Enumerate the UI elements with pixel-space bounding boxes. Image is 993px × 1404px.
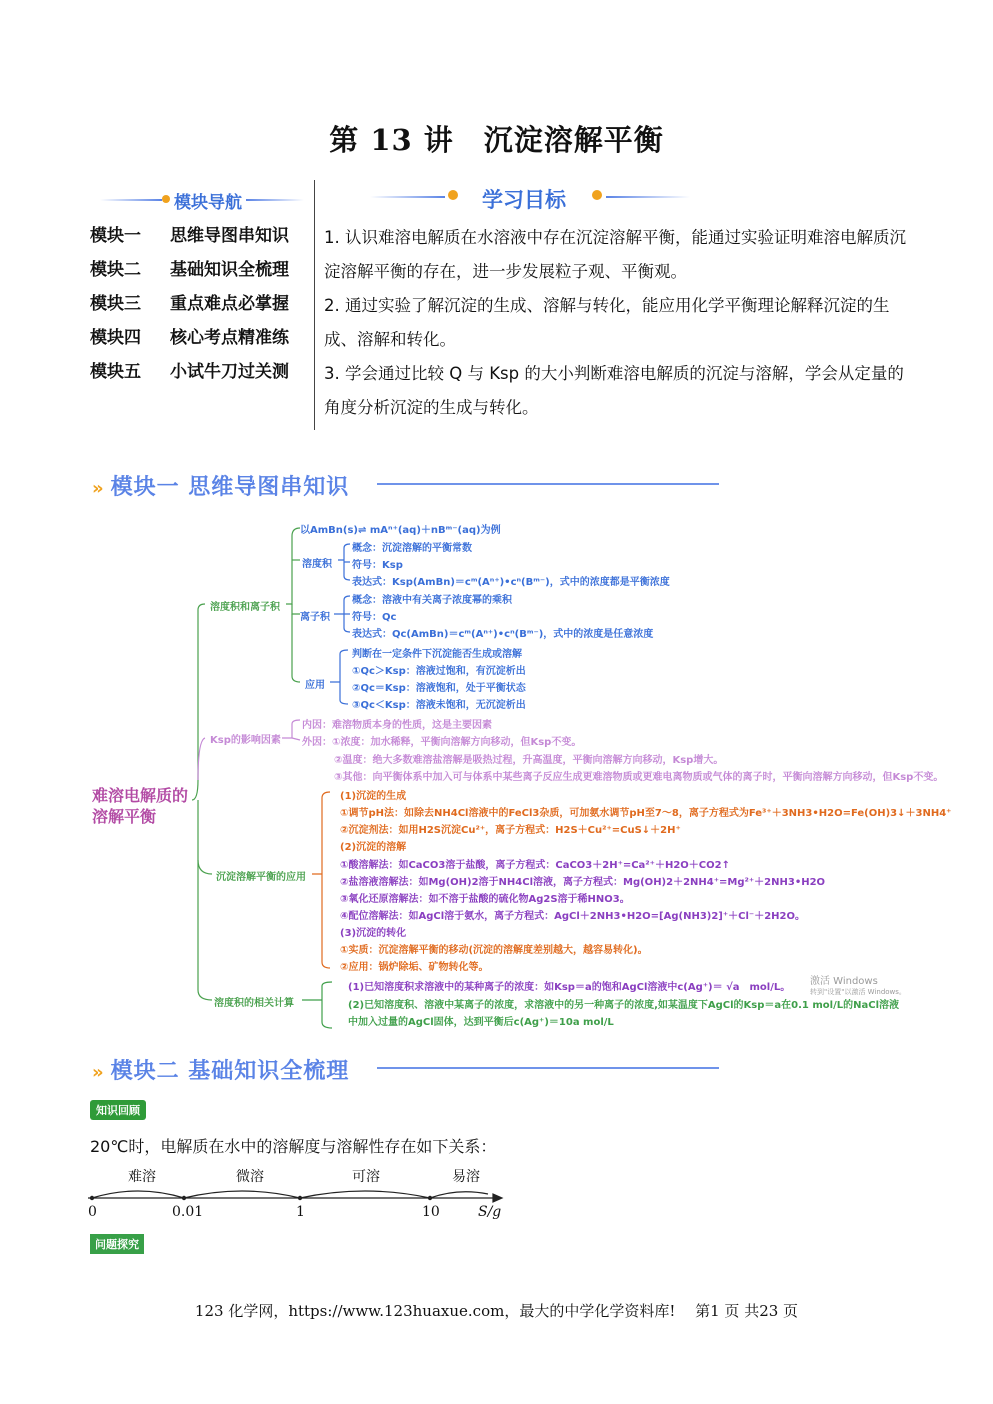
nav-item-1[interactable]: 模块一 思维导图串知识 (90, 226, 289, 246)
mindmap-branch-factors: Ksp的影响因素 (210, 735, 281, 746)
apply-line: ①调节pH法：如除去NH4Cl溶液中的FeCl3杂质，可加氨水调节pH至7～8，离子方程式为Fe³⁺＋3NH3•H2O=Fe(OH)3↓＋3NH4⁺ (340, 808, 952, 819)
scale-label-insoluble: 难溶 (128, 1169, 156, 1185)
qc-line: 概念：溶液中有关离子浓度幂的乘积 (352, 595, 512, 606)
nav-item-5[interactable]: 模块五 小试牛刀过关测 (90, 362, 289, 382)
scale-label-soluble: 可溶 (352, 1169, 380, 1185)
apply-line: ②沉淀剂法：如用H2S沉淀Cu²⁺，离子方程式：H2S＋Cu²⁺=CuS↓＋2H⁺ (340, 825, 681, 836)
mindmap-sub-app: 应用 (305, 680, 325, 691)
ksp-line: 表达式：Ksp(AmBn)＝cᵐ(Aⁿ⁺)•cⁿ(Bᵐ⁻)，式中的浓度都是平衡浓度 (352, 577, 670, 588)
page-footer: 123 化学网，https://www.123huaxue.com，最大的中学化学资料库! 第1 页 共23 页 (194, 1302, 799, 1320)
scale-axis-label: S/g (478, 1204, 502, 1220)
app-line: ①Qc＞Ksp：溶液过饱和，有沉淀析出 (352, 666, 526, 677)
nav-item-2[interactable]: 模块二 基础知识全梳理 (90, 260, 289, 280)
knowledge-review-badge: 知识回顾 (90, 1100, 146, 1120)
nav-item-4[interactable]: 模块四 核心考点精准练 (90, 328, 289, 348)
scale-tick: 1 (296, 1204, 305, 1220)
module2-heading: » 模块二 基础知识全梳理 (92, 1059, 350, 1084)
calc-line: 中加入过量的AgCl固体，达到平衡后c(Ag⁺)＝10a mol/L (348, 1017, 614, 1028)
mindmap-sub-qc: 离子积 (300, 612, 330, 623)
calc-line: (2)已知溶度积、溶液中某离子的浓度，求溶液中的另一种离子的浓度,如某温度下AgCl的Ksp＝a在0.1 mol/L的NaCl溶液 (348, 1000, 899, 1011)
calc-line: (1)已知溶度积求溶液中的某种离子的浓度：如Ksp＝a的饱和AgCl溶液中c(Ag⁺)＝ √a mol/L。 (348, 982, 791, 993)
mindmap-branch-apply: 沉淀溶解平衡的应用 (216, 872, 306, 883)
apply-line: (2)沉淀的溶解 (340, 842, 407, 853)
page-title: 第 13 讲 沉淀溶解平衡 (329, 123, 664, 157)
problem-explore-badge: 问题探究 (90, 1234, 144, 1254)
apply-line: ②应用：锅炉除垢、矿物转化等。 (340, 962, 489, 973)
factor-line: ②温度：绝大多数难溶盐溶解是吸热过程，升高温度，平衡向溶解方向移动，Ksp增大。 (334, 755, 724, 766)
objective-2: 2. 通过实验了解沉淀的生成、溶解与转化，能应用化学平衡理论解释沉淀的生成、溶解和转化。 (324, 296, 890, 349)
module1-heading: » 模块一 思维导图串知识 (92, 475, 350, 500)
chevron-double-right-icon: » (92, 478, 105, 499)
scale-label-easily: 易溶 (452, 1169, 480, 1185)
apply-line: ①实质：沉淀溶解平衡的移动(沉淀的溶解度差别越大，越容易转化)。 (340, 945, 648, 956)
apply-line: ①酸溶解法：如CaCO3溶于盐酸，离子方程式：CaCO3＋2H⁺=Ca²⁺＋H2O＋CO2↑ (340, 860, 730, 871)
app-line: 判断在一定条件下沉淀能否生成或溶解 (352, 649, 522, 660)
app-line: ②Qc＝Ksp：溶液饱和，处于平衡状态 (352, 683, 526, 694)
mindmap-branch-ksp: 溶度积和离子积 (210, 602, 280, 613)
qc-line: 符号：Qc (352, 612, 397, 623)
nav-item-3[interactable]: 模块三 重点难点必掌握 (90, 294, 289, 314)
factor-line: 内因：难溶物质本身的性质，这是主要因素 (302, 720, 492, 731)
scale-tick: 0.01 (172, 1204, 204, 1220)
app-line: ③Qc＜Ksp：溶液未饱和，无沉淀析出 (352, 700, 526, 711)
objectives-header: 学习目标 (370, 184, 690, 212)
nav-header: 模块导航 (100, 188, 305, 214)
windows-watermark: 激活 Windows 转到"设置"以激活 Windows。 (810, 976, 906, 996)
objective-3: 3. 学会通过比较 Q 与 Ksp 的大小判断难溶电解质的沉淀与溶解，学会从定量的角度分析沉淀的生成与转化。 (324, 364, 904, 417)
apply-line: (3)沉淀的转化 (340, 928, 407, 939)
ksp-line: 符号：Ksp (352, 560, 403, 571)
factor-line: 外因：①浓度：加水稀释，平衡向溶解方向移动，但Ksp不变。 (302, 737, 582, 748)
scale-tick: 10 (422, 1204, 440, 1220)
scale-tick: 0 (88, 1204, 97, 1220)
objective-1: 1. 认识难溶电解质在水溶液中存在沉淀溶解平衡，能通过实验证明难溶电解质沉淀溶解平衡的存在，进一步发展粒子观、平衡观。 (324, 228, 906, 281)
apply-line: (1)沉淀的生成 (340, 791, 407, 802)
apply-line: ④配位溶解法：如AgCl溶于氨水，离子方程式：AgCl＋2NH3•H2O=[Ag(NH3)2]⁺＋Cl⁻＋2H2O。 (340, 911, 805, 922)
solubility-intro: 20℃时，电解质在水中的溶解度与溶解性存在如下关系： (90, 1137, 497, 1156)
apply-line: ②盐溶液溶解法：如Mg(OH)2溶于NH4Cl溶液，离子方程式：Mg(OH)2＋2NH4⁺=Mg²⁺＋2NH3•H2O (340, 877, 826, 888)
mindmap-sub-ksp: 溶度积 (302, 559, 332, 570)
mindmap-b1-top: 以AmBn(s)⇌ mAⁿ⁺(aq)＋nBᵐ⁻(aq)为例 (300, 525, 501, 536)
ksp-line: 概念：沉淀溶解的平衡常数 (352, 543, 472, 554)
scale-label-slightly: 微溶 (236, 1169, 264, 1185)
mindmap-root: 难溶电解质的 溶解平衡 (92, 786, 189, 826)
module2-rule (377, 1067, 719, 1069)
mindmap-branch-calc: 溶度积的相关计算 (214, 998, 294, 1009)
chevron-double-right-icon: » (92, 1062, 105, 1083)
factor-line: ③其他：向平衡体系中加入可与体系中某些离子反应生成更难溶物质或更难电离物质或气体的离子时，平衡向溶解方向移动，但Ksp不变。 (334, 772, 944, 783)
apply-line: ③氧化还原溶解法：如不溶于盐酸的硫化物Ag2S溶于稀HNO3。 (340, 894, 630, 905)
qc-line: 表达式：Qc(AmBn)＝cᵐ(Aⁿ⁺)•cⁿ(Bᵐ⁻)，式中的浓度是任意浓度 (352, 629, 654, 640)
